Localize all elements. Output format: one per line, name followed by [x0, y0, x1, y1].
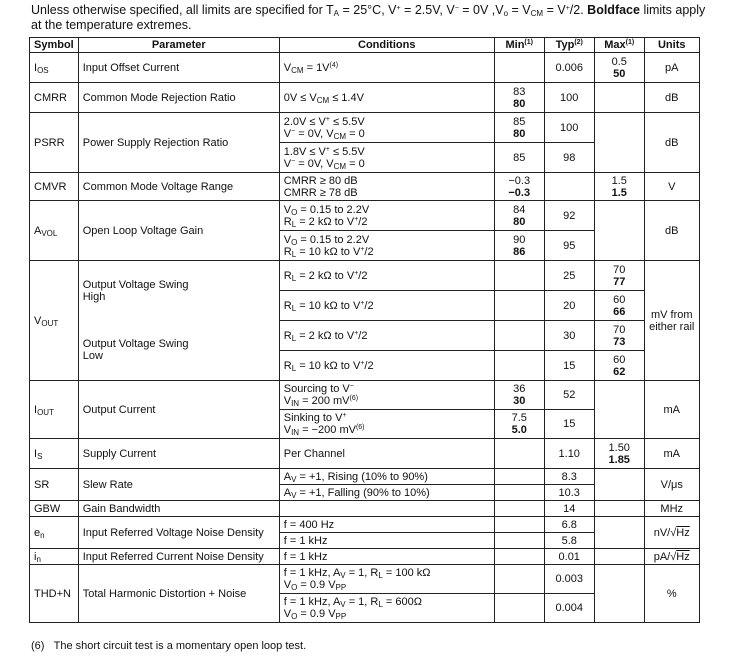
condition-cell: f = 1 kHz — [279, 533, 494, 549]
condition-cell: $R_L = 2$ kΩ to V+/2 — [279, 261, 494, 291]
header-row — [30, 38, 700, 53]
table-row — [30, 201, 700, 231]
units-cell: pA/√Hz — [644, 549, 699, 565]
typ-cell: 15 — [544, 410, 594, 439]
parameter-cell: Input Referred Voltage Noise Density — [78, 517, 279, 549]
condition-cell: $0V \le V_{CM} \le 1.4V$ — [279, 83, 494, 113]
max-cell: 60 66 — [594, 291, 644, 321]
condition-cell — [279, 501, 494, 517]
typ-cell: 0.004 — [544, 594, 594, 623]
min-cell — [494, 469, 544, 485]
header-max: Max$^{(1)}$ — [594, 38, 644, 53]
typ-cell: 14 — [544, 501, 594, 517]
parameter-cell: Input Offset Current — [78, 53, 279, 83]
min-cell — [494, 53, 544, 83]
condition-cell: $R_L = 2$ kΩ to V+/2 — [279, 321, 494, 351]
symbol-cell: CMVR — [30, 173, 79, 201]
condition-cell: $V_O = 0.15$ to 2.2V $R_L = 2$ kΩ to V+/2 — [279, 201, 494, 231]
typ-cell: 20 — [544, 291, 594, 321]
units-cell: dB — [644, 201, 699, 261]
typ-cell: 6.8 — [544, 517, 594, 533]
typ-cell — [544, 173, 594, 201]
typ-cell: 25 — [544, 261, 594, 291]
header-symbol: Symbol — [30, 38, 79, 53]
typ-cell: 92 — [544, 201, 594, 231]
units-cell: % — [644, 565, 699, 623]
min-cell: 36 30 — [494, 381, 544, 410]
parameter-cell: Power Supply Rejection Ratio — [78, 113, 279, 173]
min-cell — [494, 517, 544, 533]
units-cell: mV from either rail — [644, 261, 699, 381]
condition-cell: f = 1 kHz, $A_V = 1$, $R_L = 600\Omega$ $V_O = 0.9$ $V_{PP}$ — [279, 594, 494, 623]
parameter-cell: Output Current — [78, 381, 279, 439]
max-cell: 1.50 1.85 — [594, 439, 644, 469]
min-cell — [494, 351, 544, 381]
typ-cell: 0.01 — [544, 549, 594, 565]
parameter-cell: Output Voltage Swing High — [78, 261, 279, 321]
min-cell: 85 80 — [494, 113, 544, 143]
symbol-cell: THD+N — [30, 565, 79, 623]
typ-cell: 0.003 — [544, 565, 594, 594]
min-cell: 90 86 — [494, 231, 544, 261]
units-cell: dB — [644, 83, 699, 113]
symbol-cell: GBW — [30, 501, 79, 517]
table-row — [30, 549, 700, 565]
parameter-cell: Input Referred Current Noise Density — [78, 549, 279, 565]
max-cell: 1.5 1.5 — [594, 173, 644, 201]
table-row — [30, 173, 700, 201]
units-cell: dB — [644, 113, 699, 173]
min-cell: 83 80 — [494, 83, 544, 113]
typ-cell: 0.006 — [544, 53, 594, 83]
max-cell: 70 73 — [594, 321, 644, 351]
table-row — [30, 53, 700, 83]
max-cell — [594, 469, 644, 501]
condition-cell: $A_V = +1$, Rising (10% to 90%) — [279, 469, 494, 485]
parameter-cell: Common Mode Rejection Ratio — [78, 83, 279, 113]
table-row — [30, 321, 700, 351]
table-row — [30, 381, 700, 410]
min-cell — [494, 565, 544, 594]
parameter-cell: Slew Rate — [78, 469, 279, 501]
units-cell: V — [644, 173, 699, 201]
parameter-cell: Output Voltage Swing Low — [78, 321, 279, 381]
condition-cell: Sourcing to V− $V_{IN} = 200$ $mV^{(6)}$ — [279, 381, 494, 410]
header-typ: Typ$^{(2)}$ — [544, 38, 594, 53]
max-cell — [594, 517, 644, 549]
min-cell — [494, 594, 544, 623]
typ-cell: 10.3 — [544, 485, 594, 501]
parameter-cell: Gain Bandwidth — [78, 501, 279, 517]
condition-cell: $R_L = 10$ kΩ to V+/2 — [279, 351, 494, 381]
min-cell — [494, 501, 544, 517]
condition-cell: f = 1 kHz, $A_V = 1$, $R_L = 100$ kΩ $V_O = 0.9$ $V_{PP}$ — [279, 565, 494, 594]
symbol-cell: CMRR — [30, 83, 79, 113]
max-cell: 70 77 — [594, 261, 644, 291]
condition-cell: Per Channel — [279, 439, 494, 469]
condition-cell: 1.8V ≤ V+ ≤ 5.5V V− = 0V, $V_{CM} = 0$ — [279, 143, 494, 173]
intro-text: Unless otherwise specified, all limits are specified for $T_A = 25^\circ C$, V+ = 2.5V, V− = 0V $,V_o = V_{CM} = V^+/2$. Boldface limits apply at the temperature extremes. — [31, 3, 706, 32]
parameter-cell: Total Harmonic Distortion + Noise — [78, 565, 279, 623]
parameter-cell: Common Mode Voltage Range — [78, 173, 279, 201]
units-cell: V/μs — [644, 469, 699, 501]
max-cell — [594, 549, 644, 565]
typ-cell: 5.8 — [544, 533, 594, 549]
typ-cell: 100 — [544, 83, 594, 113]
table-row — [30, 83, 700, 113]
symbol-cell: $e_n$ — [30, 517, 79, 549]
min-cell — [494, 261, 544, 291]
min-cell — [494, 533, 544, 549]
max-cell — [594, 501, 644, 517]
min-cell: 7.5 5.0 — [494, 410, 544, 439]
table-row — [30, 439, 700, 469]
header-units: Units — [644, 38, 699, 53]
max-cell — [594, 83, 644, 113]
units-cell: pA — [644, 53, 699, 83]
typ-cell: 30 — [544, 321, 594, 351]
min-cell — [494, 291, 544, 321]
min-cell: 85 — [494, 143, 544, 173]
table-row — [30, 501, 700, 517]
min-cell — [494, 549, 544, 565]
header-min: Min$^{(1)}$ — [494, 38, 544, 53]
typ-cell: 98 — [544, 143, 594, 173]
condition-cell: f = 400 Hz — [279, 517, 494, 533]
table-row — [30, 517, 700, 533]
typ-cell: 95 — [544, 231, 594, 261]
min-cell — [494, 485, 544, 501]
condition-cell: $A_V = +1$, Falling (90% to 10%) — [279, 485, 494, 501]
max-cell — [594, 201, 644, 261]
typ-cell: 8.3 — [544, 469, 594, 485]
min-cell — [494, 439, 544, 469]
electrical-characteristics-table — [29, 37, 700, 623]
max-cell — [594, 113, 644, 173]
condition-cell: CMRR ≥ 80 dB CMRR ≥ 78 dB — [279, 173, 494, 201]
condition-cell: $R_L = 10$ kΩ to V+/2 — [279, 291, 494, 321]
min-cell: 84 80 — [494, 201, 544, 231]
units-cell: MHz — [644, 501, 699, 517]
typ-cell: 100 — [544, 113, 594, 143]
units-cell: mA — [644, 439, 699, 469]
table-row — [30, 113, 700, 143]
table-row — [30, 469, 700, 485]
min-cell — [494, 321, 544, 351]
symbol-cell: PSRR — [30, 113, 79, 173]
max-cell: 60 62 — [594, 351, 644, 381]
table-row — [30, 565, 700, 594]
min-cell: −0.3 −0.3 — [494, 173, 544, 201]
units-cell: mA — [644, 381, 699, 439]
typ-cell: 52 — [544, 381, 594, 410]
units-cell: nV/√Hz — [644, 517, 699, 549]
parameter-cell: Supply Current — [78, 439, 279, 469]
symbol-cell: $V_{OUT}$ — [30, 261, 79, 381]
symbol-cell: $A_{VOL}$ — [30, 201, 79, 261]
condition-cell: $V_{CM} = 1V^{(4)}$ — [279, 53, 494, 83]
max-cell — [594, 565, 644, 623]
symbol-cell: SR — [30, 469, 79, 501]
header-conditions: Conditions — [279, 38, 494, 53]
condition-cell: $V_O = 0.15$ to 2.2V $R_L = 10$ kΩ to V+/2 — [279, 231, 494, 261]
max-cell — [594, 381, 644, 439]
condition-cell: 2.0V ≤ V+ ≤ 5.5V V− = 0V, $V_{CM} = 0$ — [279, 113, 494, 143]
header-parameter: Parameter — [78, 38, 279, 53]
table-row — [30, 261, 700, 291]
typ-cell: 15 — [544, 351, 594, 381]
symbol-cell: $i_n$ — [30, 549, 79, 565]
condition-cell: f = 1 kHz — [279, 549, 494, 565]
condition-cell: Sinking to V+ $V_{IN} = -200$ $mV^{(6)}$ — [279, 410, 494, 439]
max-cell: 0.5 50 — [594, 53, 644, 83]
typ-cell: 1.10 — [544, 439, 594, 469]
footnote: (6) The short circuit test is a momentary open loop test. — [31, 640, 307, 652]
symbol-cell: $I_S$ — [30, 439, 79, 469]
symbol-cell: $I_{OUT}$ — [30, 381, 79, 439]
parameter-cell: Open Loop Voltage Gain — [78, 201, 279, 261]
symbol-cell: $I_{OS}$ — [30, 53, 79, 83]
